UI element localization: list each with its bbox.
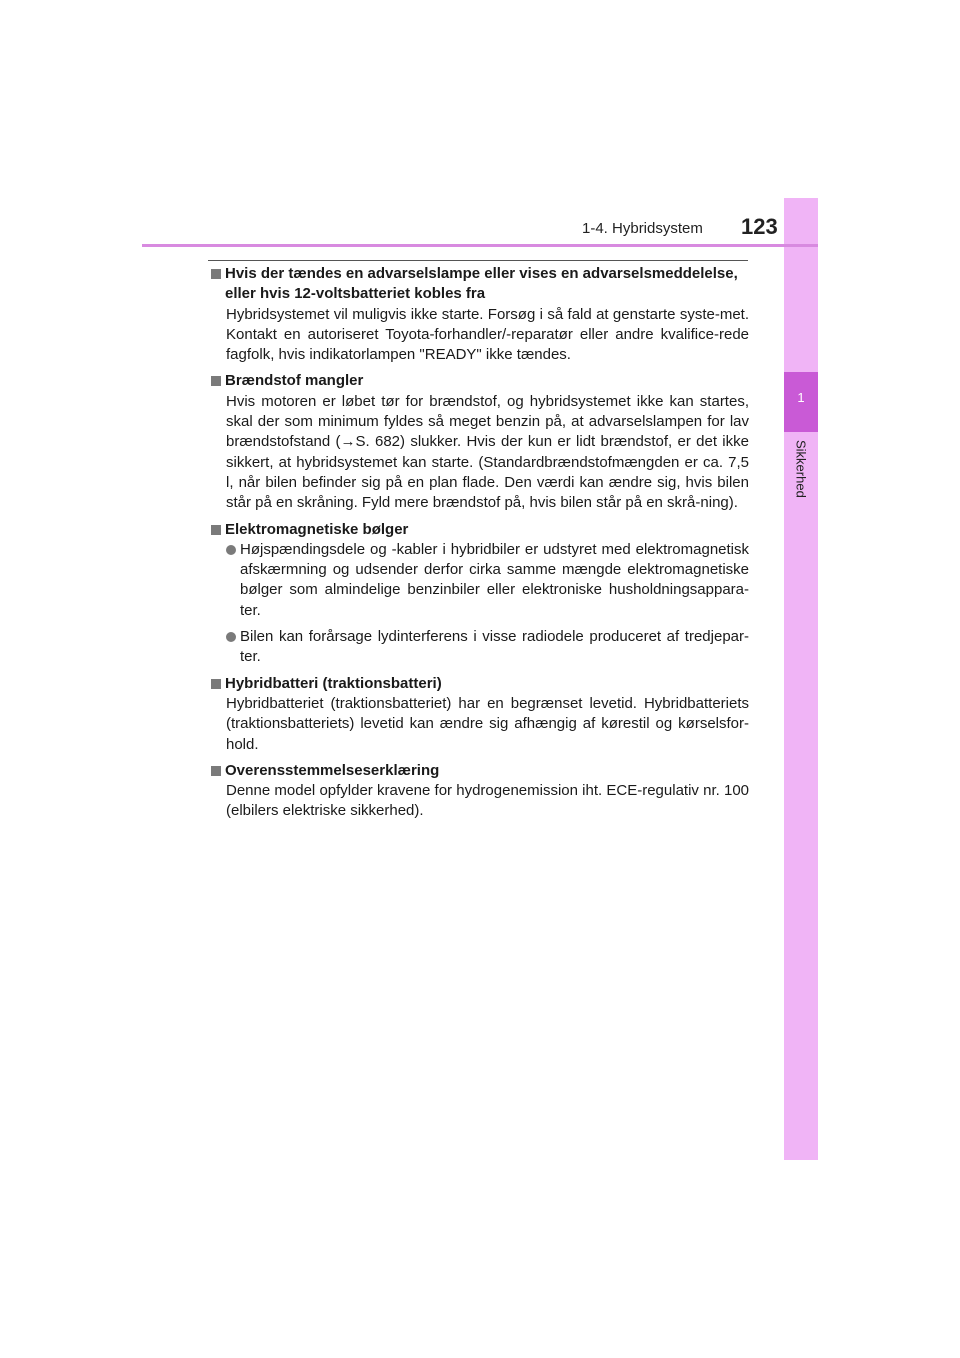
chapter-number: 1: [797, 390, 805, 405]
section-warning-lamp: [211, 264, 749, 365]
section-heading: [211, 264, 749, 305]
section-title: Overensstemmelseserklæring: [225, 761, 440, 779]
square-bullet-icon: [211, 679, 221, 689]
list-item-text: Bilen kan forårsage lydinterferens i visse radiodele produceret af tredjepar-ter.: [240, 628, 749, 666]
section-text: Hybridbatteriet (traktionsbatteriet) har en begrænset levetid. Hybridbatteriets (traktionsbatteriets) levetid kan ændre sig afhængig af kørestil og kørselsfor-hold.: [226, 694, 749, 753]
square-bullet-icon: [211, 269, 221, 279]
square-bullet-icon: [211, 376, 221, 386]
section-em-waves: [211, 520, 749, 668]
side-tab: [784, 198, 818, 1160]
header-section-name: 1-4. Hybridsystem: [582, 220, 703, 237]
section-fuel: [211, 371, 749, 513]
section-title: Hvis der tændes en advarselslampe eller vises en advarselsmeddelelse, eller hvis 12-voltsbatteriet kobles fra: [225, 265, 738, 303]
square-bullet-icon: [211, 766, 221, 776]
content-body: [211, 264, 749, 824]
list-item: [211, 627, 749, 668]
section-heading: [211, 371, 749, 391]
section-title: Brændstof mangler: [225, 372, 364, 390]
section-text: Hvis motoren er løbet tør for brændstof, og hybridsystemet ikke kan startes, skal der som minimum fyldes så meget benzin på, at advarselslampen for lav brændstofstand (→S. 682) slukker. Hvis der kun er lidt brændstof, er det ikke sikkert, at hybridsystemet kan starte. (Standardbrændstofmængden er ca. 7,5 l, når bilen befinder sig på en plan flade. Den værdi kan ændre sig, hvis bilen står på en skråning. Fyld mere brændstof på, hvis bilen står på en skrå-ning).: [226, 392, 749, 512]
square-bullet-icon: [211, 525, 221, 535]
section-title: Elektromagnetiske bølger: [225, 520, 409, 538]
page-number: 123: [741, 214, 778, 239]
section-text: Hybridsystemet vil muligvis ikke starte. Forsøg i så fald at genstarte syste-met. Kontakt en autoriseret Toyota-forhandler/-reparatør eller andre kvalifice-rede fagfolk, hvis indikatorlampen "READY" ikke tændes.: [226, 305, 749, 364]
section-heading: [211, 674, 749, 694]
section-hybrid-battery: [211, 674, 749, 755]
round-bullet-icon: [226, 632, 236, 642]
section-title: Hybridbatteri (traktionsbatteri): [225, 674, 442, 692]
section-text: Denne model opfylder kravene for hydrogenemission iht. ECE-regulativ nr. 100 (elbilers elektriske sikkerhed).: [226, 782, 749, 820]
section-heading: [211, 761, 749, 781]
round-bullet-icon: [226, 545, 236, 555]
section-heading: [211, 520, 749, 540]
list-item: [211, 540, 749, 621]
section-conformity: [211, 761, 749, 822]
header-rule: [142, 244, 818, 247]
list-item-text: Højspændingsdele og -kabler i hybridbiler er udstyret med elektromagnetisk afskærmning og udsender derfor cirka samme mængde elektromagnetiske bølger som almindelige benzinbiler eller elektroniske husholdningsappara-ter.: [240, 540, 749, 619]
chapter-title: Sikkerhed: [793, 440, 809, 498]
content-top-rule: [208, 260, 748, 261]
